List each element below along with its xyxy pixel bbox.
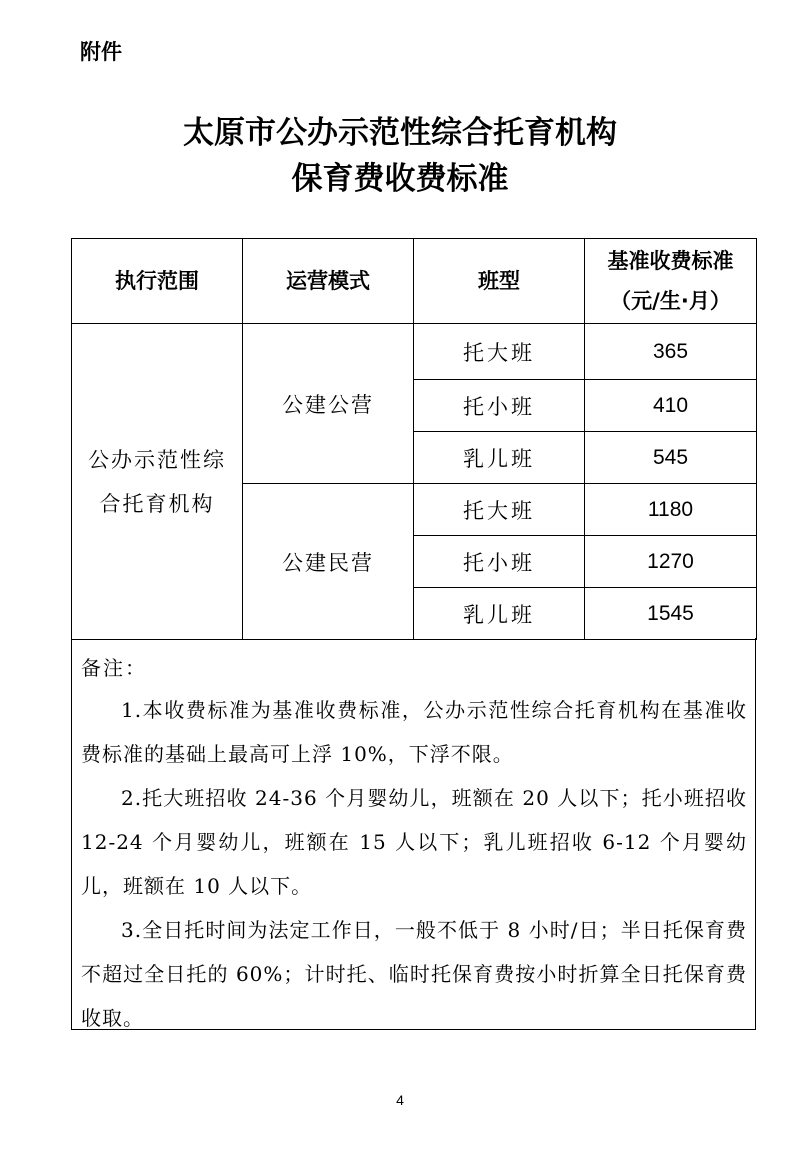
fee-standard-table xyxy=(71,238,757,640)
fee-cell: 1545 xyxy=(585,588,757,640)
document-title-line1: 太原市公办示范性综合托育机构 xyxy=(183,115,617,151)
scope-cell xyxy=(72,324,243,640)
table-header-row xyxy=(72,239,757,324)
note-item-1: 1.本收费标准为基准收费标准，公办示范性综合托育机构在基准收费标准的基础上最高可上浮 10%，下浮不限。 xyxy=(81,698,747,766)
fee-cell: 365 xyxy=(585,324,757,380)
fee-cell: 1270 xyxy=(585,536,757,588)
class-type-cell: 乳儿班 xyxy=(414,432,585,484)
header-fee xyxy=(585,239,757,324)
document-title-line2: 保育费收费标准 xyxy=(291,161,509,197)
mode-cell: 公建公营 xyxy=(243,324,414,484)
scope-line2: 合托育机构 xyxy=(99,491,215,516)
page-number: 4 xyxy=(396,1092,404,1108)
fee-cell: 1180 xyxy=(585,484,757,536)
note-item-2: 2.托大班招收 24-36 个月婴幼儿，班额在 20 人以下；托小班招收 12-24 个月婴幼儿，班额在 15 人以下；乳儿班招收 6-12 个月婴幼儿，班额在 10 人以下。 xyxy=(81,786,747,898)
scope-line1: 公办示范性综 xyxy=(88,447,226,472)
mode-cell: 公建民营 xyxy=(243,484,414,640)
class-type-cell: 乳儿班 xyxy=(414,588,585,640)
header-fee-line2: （元/生·月） xyxy=(610,289,731,313)
notes-label: 备注： xyxy=(81,656,147,680)
notes-box xyxy=(71,638,756,1030)
attachment-label: 附件 xyxy=(80,40,122,64)
note-item-3: 3.全日托时间为法定工作日，一般不低于 8 小时/日；半日托保育费不超过全日托的 60%；计时托、临时托保育费按小时折算全日托保育费收取。 xyxy=(81,918,747,1030)
fee-cell: 545 xyxy=(585,432,757,484)
header-fee-line1: 基准收费标准 xyxy=(607,249,734,273)
class-type-cell: 托小班 xyxy=(414,536,585,588)
header-scope: 执行范围 xyxy=(72,239,243,324)
header-mode: 运营模式 xyxy=(243,239,414,324)
header-class-type: 班型 xyxy=(414,239,585,324)
class-type-cell: 托小班 xyxy=(414,380,585,432)
table-row xyxy=(72,324,757,380)
class-type-cell: 托大班 xyxy=(414,324,585,380)
fee-cell: 410 xyxy=(585,380,757,432)
class-type-cell: 托大班 xyxy=(414,484,585,536)
